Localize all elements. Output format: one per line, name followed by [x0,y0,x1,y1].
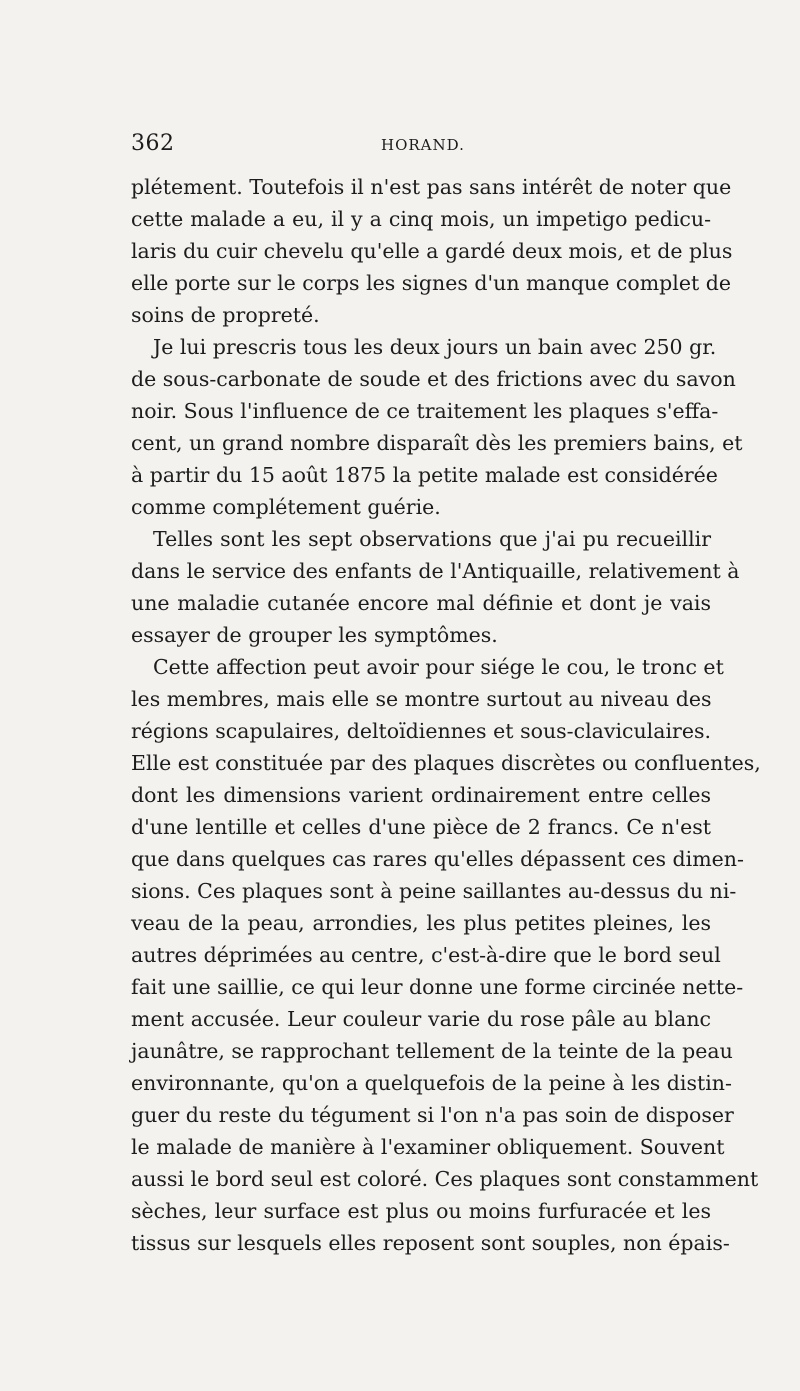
text-line: à partir du 15 août 1875 la petite malade est considérée [131,463,718,487]
text-line: cette malade a eu, il y a cinq mois, un impetigo pedicu- [131,207,711,231]
text-line: cent, un grand nombre disparaît dès les premiers bains, et [131,431,743,455]
text-line: tissus sur lesquels elles reposent sont souples, non épais- [131,1231,730,1255]
text-line: le malade de manière à l'examiner obliquement. Souvent [131,1135,725,1159]
text-line: ment accusée. Leur couleur varie du rose pâle au blanc [131,1007,711,1031]
text-line: régions scapulaires, deltoïdiennes et sous-claviculaires. [131,719,711,743]
text-line: laris du cuir chevelu qu'elle a gardé deux mois, et de plus [131,239,733,263]
text-line: noir. Sous l'influence de ce traitement les plaques s'effa- [131,399,719,423]
text-line: Telles sont les sept observations que j'ai pu recueillir [153,527,711,551]
text-line: sèches, leur surface est plus ou moins furfuracée et les [131,1199,711,1223]
text-line: Je lui prescris tous les deux jours un bain avec 250 gr. [153,335,717,359]
text-line: soins de propreté. [131,303,320,327]
text-line: dont les dimensions varient ordinairement entre celles [131,783,711,807]
text-line: Elle est constituée par des plaques discrètes ou confluentes, [131,751,761,775]
text-line: dans le service des enfants de l'Antiquaille, relativement à [131,559,740,583]
text-line: une maladie cutanée encore mal définie et dont je vais [131,591,711,615]
text-line: essayer de grouper les symptômes. [131,623,498,647]
text-line: sions. Ces plaques sont à peine saillantes au-dessus du ni- [131,879,737,903]
text-line: aussi le bord seul est coloré. Ces plaques sont constamment [131,1167,759,1191]
text-line: comme complétement guérie. [131,495,441,519]
text-line: fait une saillie, ce qui leur donne une forme circinée nette- [131,975,744,999]
page-number: 362 [131,131,175,156]
text-line: que dans quelques cas rares qu'elles dépassent ces dimen- [131,847,744,871]
text-line: d'une lentille et celles d'une pièce de 2 francs. Ce n'est [131,815,711,839]
text-line: guer du reste du tégument si l'on n'a pas soin de disposer [131,1103,734,1127]
text-line: environnante, qu'on a quelquefois de la peine à les distin- [131,1071,732,1095]
running-title: HORAND. [381,136,465,154]
text-line: elle porte sur le corps les signes d'un manque complet de [131,271,731,295]
text-line: plétement. Toutefois il n'est pas sans intérêt de noter que [131,175,732,199]
text-line: autres déprimées au centre, c'est-à-dire que le bord seul [131,943,721,967]
text-line: Cette affection peut avoir pour siége le cou, le tronc et [153,655,724,679]
text-line: les membres, mais elle se montre surtout au niveau des [131,687,712,711]
text-line: de sous-carbonate de soude et des frictions avec du savon [131,367,736,391]
text-line: veau de la peau, arrondies, les plus petites pleines, les [131,911,711,935]
running-head [131,131,711,161]
text-line: jaunâtre, se rapprochant tellement de la teinte de la peau [131,1039,733,1063]
